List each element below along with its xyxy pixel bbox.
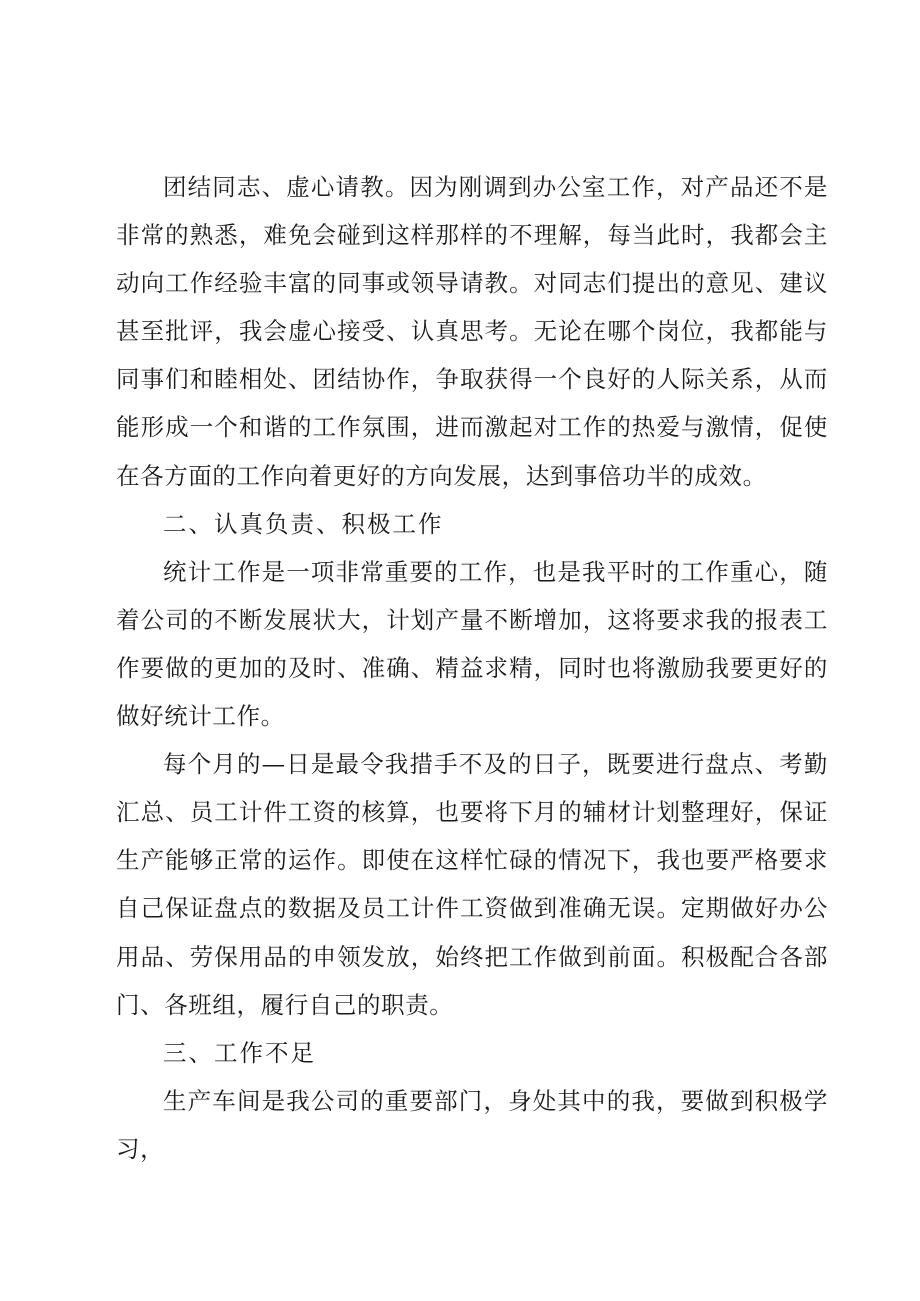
paragraph-statistics-work: 统计工作是一项非常重要的工作，也是我平时的工作重心，随着公司的不断发展状大，计划产量不断增加，这将要求我的报表工作要做的更加的及时、准确、精益求精，同时也将激励我要更好的做好统计工作。 (116, 557, 828, 731)
document-body (116, 163, 828, 1173)
section-heading-responsibility: 二、认真负责、积极工作 (163, 509, 444, 538)
paragraph-production-workshop: 生产车间是我公司的重要部门，身处其中的我，要做到积极学习， (116, 1086, 828, 1163)
paragraph-monthly-tasks: 每个月的—日是最令我措手不及的日子，既要进行盘点、考勤汇总、员工计件工资的核算，也要将下月的辅材计划整理好，保证生产能够正常的运作。即使在这样忙碌的情况下，我也要严格要求自己保证盘点的数据及员工计件工资做到准确无误。定期做好办公用品、劳保用品的申领发放，始终把工作做到前面。积极配合各部门、各班组，履行自己的职责。 (116, 750, 828, 1019)
paragraph-unity-and-learning: 团结同志、虚心请教。因为刚调到办公室工作，对产品还不是非常的熟悉，难免会碰到这样那样的不理解，每当此时，我都会主动向工作经验丰富的同事或领导请教。对同志们提出的意见、建议甚至批评，我会虚心接受、认真思考。无论在哪个岗位，我都能与同事们和睦相处、团结协作，争取获得一个良好的人际关系，从而能形成一个和谐的工作氛围，进而激起对工作的热爱与激情，促使在各方面的工作向着更好的方向发展，达到事倍功半的成效。 (116, 173, 828, 490)
section-heading-shortcomings: 三、工作不足 (163, 1038, 316, 1067)
